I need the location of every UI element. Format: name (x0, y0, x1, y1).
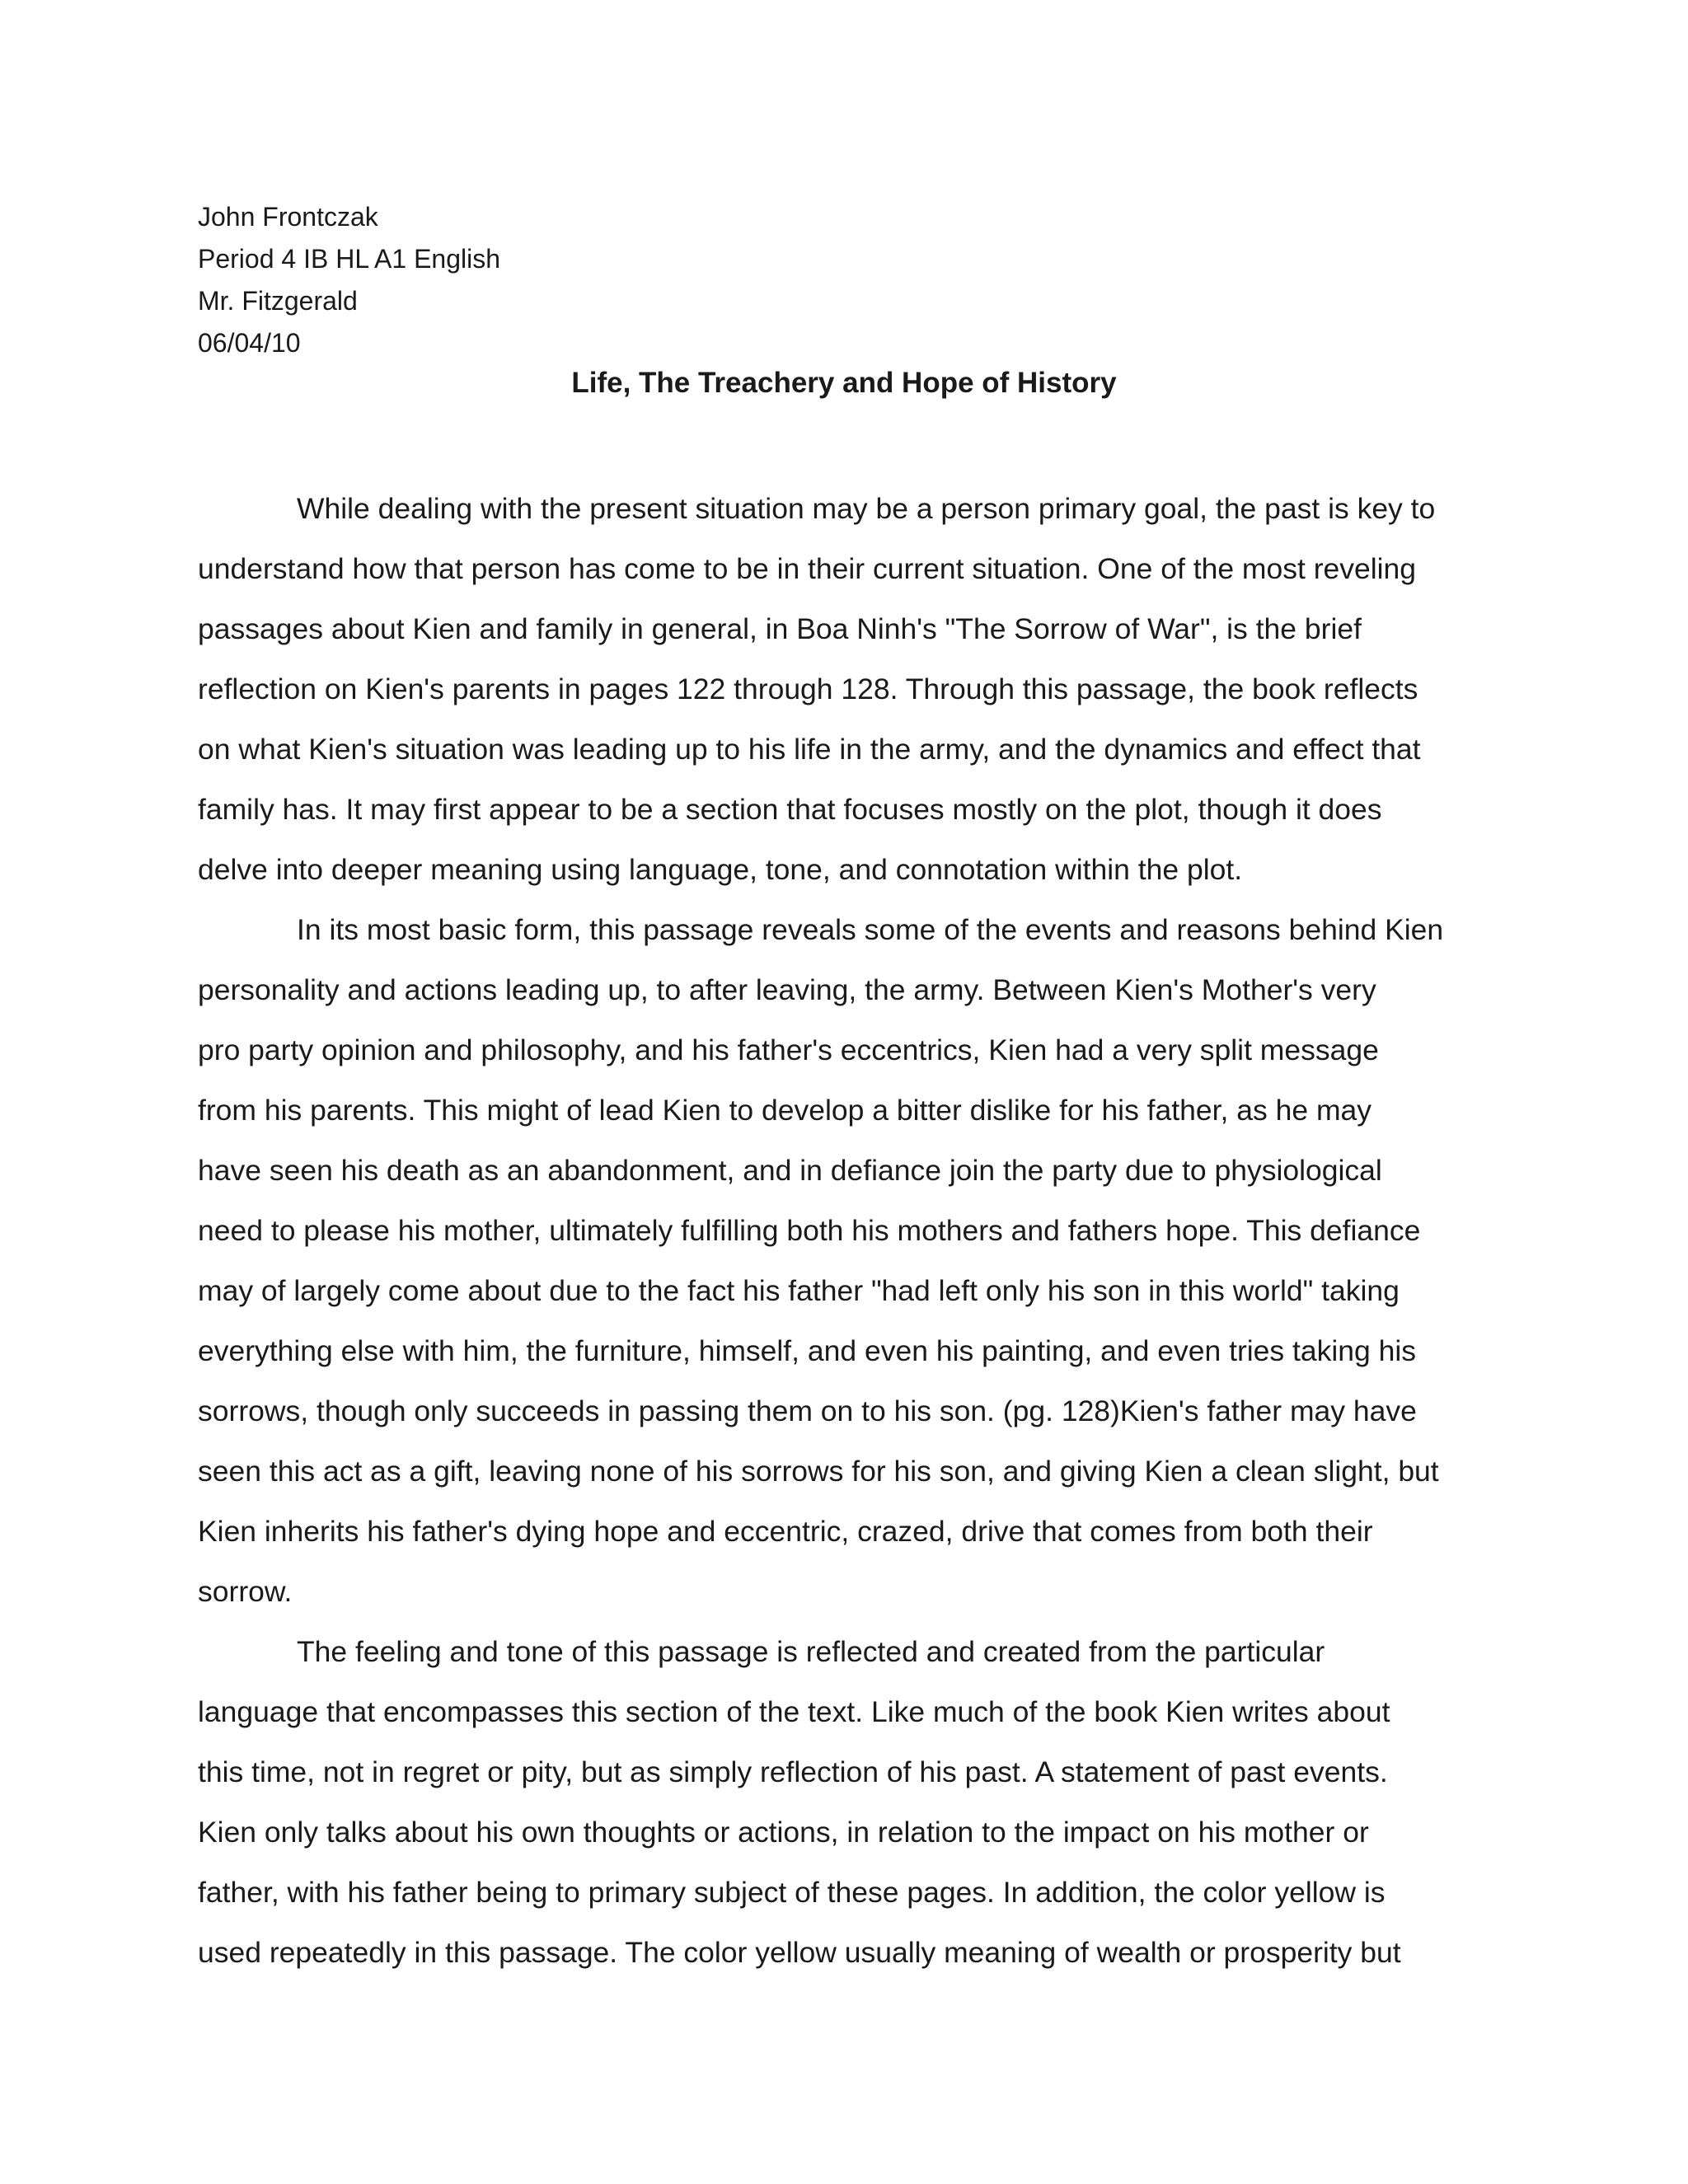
author-name: John Frontczak (198, 202, 378, 232)
essay-header (198, 196, 500, 364)
paragraph-3-line: this time, not in regret or pity, but as simply reflection of his past. A statement of past events. (198, 1755, 1388, 1788)
paragraph-3-line: language that encompasses this section of the text. Like much of the book Kien writes about (198, 1695, 1390, 1728)
paragraph-2-line: Kien inherits his father's dying hope and eccentric, crazed, drive that comes from both their (198, 1515, 1373, 1548)
paragraph-2-line: from his parents. This might of lead Kien to develop a bitter dislike for his father, as he may (198, 1094, 1372, 1127)
paragraph-1-line: passages about Kien and family in general, in Boa Ninh's "The Sorrow of War", is the brief (198, 612, 1362, 645)
paragraph-2-line: have seen his death as an abandonment, and in defiance join the party due to physiological (198, 1154, 1382, 1187)
paragraph-1-line: While dealing with the present situation may be a person primary goal, the past is key to (297, 492, 1436, 525)
paragraph-2-line: seen this act as a gift, leaving none of his sorrows for his son, and giving Kien a clean slight, but (198, 1455, 1439, 1488)
paragraph-1-line: family has. It may first appear to be a section that focuses mostly on the plot, though it does (198, 793, 1382, 826)
paragraph-2-line: may of largely come about due to the fact his father "had left only his son in this world" taking (198, 1274, 1400, 1307)
paragraph-1-line: on what Kien's situation was leading up to his life in the army, and the dynamics and effect that (198, 733, 1421, 766)
course-name: Period 4 IB HL A1 English (198, 244, 501, 274)
paragraph-1-line: understand how that person has come to be in their current situation. One of the most reveling (198, 552, 1417, 585)
essay-date: 06/04/10 (198, 328, 301, 358)
paragraph-2-line: pro party opinion and philosophy, and his father's eccentrics, Kien had a very split message (198, 1033, 1379, 1066)
essay-body (198, 479, 1525, 1983)
paragraph-2-line: In its most basic form, this passage reveals some of the events and reasons behind Kien (297, 913, 1444, 946)
paragraph-3-line: Kien only talks about his own thoughts or actions, in relation to the impact on his mother or (198, 1816, 1369, 1849)
essay-title: Life, The Treachery and Hope of History (571, 367, 1117, 399)
paragraph-2-line: need to please his mother, ultimately fulfilling both his mothers and fathers hope. This defiance (198, 1214, 1421, 1247)
teacher-name: Mr. Fitzgerald (198, 286, 358, 316)
paragraph-1-line: reflection on Kien's parents in pages 122 through 128. Through this passage, the book reflects (198, 673, 1418, 705)
paragraph-3-line: father, with his father being to primary subject of these pages. In addition, the color yellow is (198, 1876, 1386, 1909)
paragraph-3-line: used repeatedly in this passage. The color yellow usually meaning of wealth or prosperity but (198, 1936, 1401, 1969)
paragraph-2-line: sorrows, though only succeeds in passing them on to his son. (pg. 128)Kien's father may have (198, 1394, 1417, 1427)
paragraph-2-line: sorrow. (198, 1575, 293, 1608)
paragraph-3-line: The feeling and tone of this passage is reflected and created from the particular (297, 1635, 1325, 1668)
paragraph-2-line: everything else with him, the furniture, himself, and even his painting, and even tries taking his (198, 1334, 1416, 1367)
paragraph-1-line: delve into deeper meaning using language, tone, and connotation within the plot. (198, 853, 1243, 886)
paragraph-2-line: personality and actions leading up, to after leaving, the army. Between Kien's Mother's very (198, 973, 1376, 1006)
